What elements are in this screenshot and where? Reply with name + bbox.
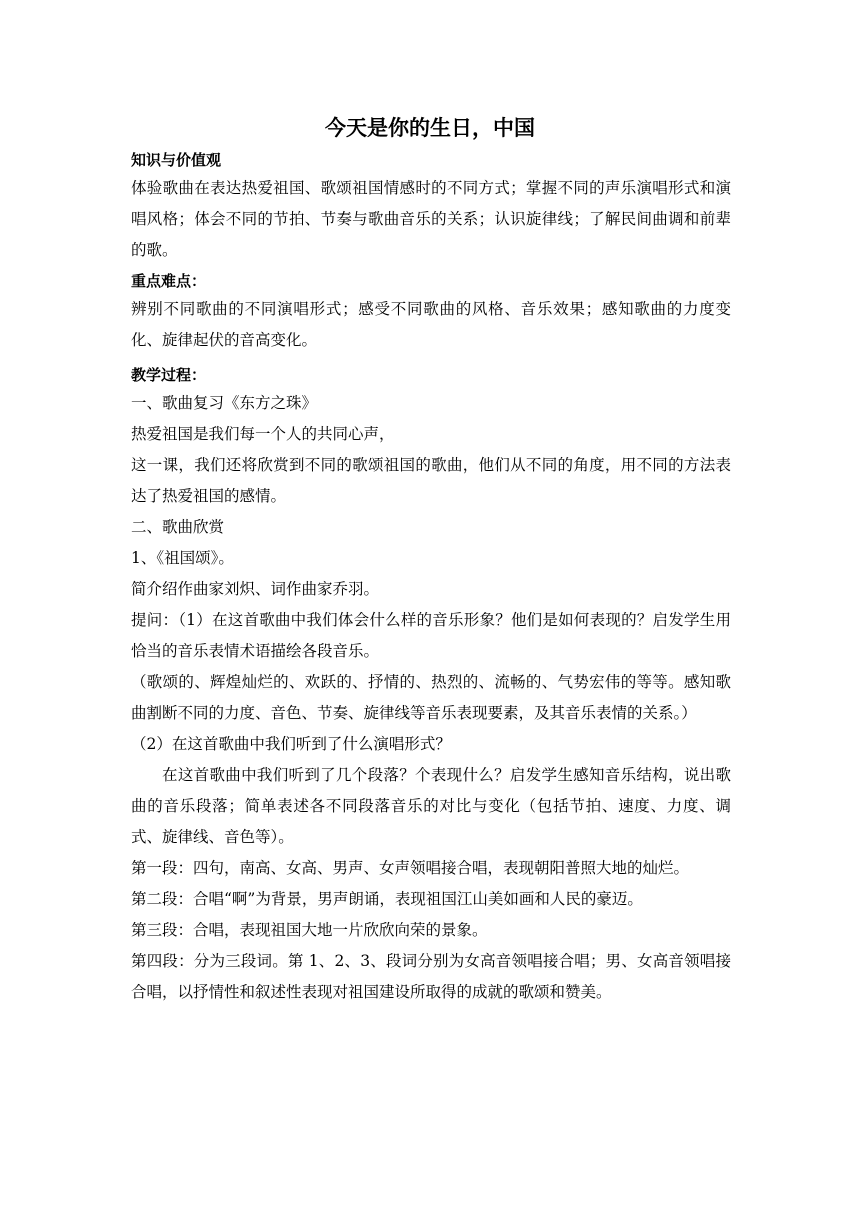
paragraph: 一、歌曲复习《东方之珠》 <box>131 394 318 412</box>
document-body <box>131 147 731 1008</box>
section-heading-key-points: 重点难点： <box>131 272 207 290</box>
paragraph: 1、《祖国颂》。 <box>131 549 234 567</box>
paragraph: （歌颂的、辉煌灿烂的、欢跃的、抒情的、热烈的、流畅的、气势宏伟的等等。感知歌曲割断不同的力度、音色、节奏、旋律线等音乐表现要素，及其音乐表情的关系。） <box>131 673 731 722</box>
paragraph: （2）在这首歌曲中我们听到了什么演唱形式？ <box>131 735 451 753</box>
document-title: 今天是你的生日，中国 <box>325 116 535 140</box>
paragraph: 第二段：合唱“啊”为背景，男声朗诵，表现祖国江山美如画和人民的豪迈。 <box>131 890 643 908</box>
paragraph: 这一课，我们还将欣赏到不同的歌颂祖国的歌曲，他们从不同的角度，用不同的方法表达了热爱祖国的感情。 <box>131 456 731 505</box>
paragraph: 在这首歌曲中我们听到了几个段落？个表现什么？启发学生感知音乐结构，说出歌曲的音乐段落；简单表述各不同段落音乐的对比与变化（包括节拍、速度、力度、调式、旋律线、音色等）。 <box>131 766 731 846</box>
paragraph: 辨别不同歌曲的不同演唱形式；感受不同歌曲的风格、音乐效果；感知歌曲的力度变化、旋律起伏的音高变化。 <box>131 300 731 349</box>
paragraph: 第一段：四句，南高、女高、男声、女声领唱接合唱，表现朝阳普照大地的灿烂。 <box>131 859 690 877</box>
paragraph: 简介绍作曲家刘炽、词作曲家乔羽。 <box>131 580 380 598</box>
section-heading-process: 教学过程： <box>131 366 207 384</box>
paragraph: 提问：（1）在这首歌曲中我们体会什么样的音乐形象？他们是如何表现的？启发学生用恰当的音乐表情术语描绘各段音乐。 <box>131 611 731 660</box>
paragraph: 第四段：分为三段词。第 1、2、3、段词分别为女高音领唱接合唱；男、女高音领唱接合唱，以抒情性和叙述性表现对祖国建设所取得的成就的歌颂和赞美。 <box>131 952 731 1001</box>
paragraph: 热爱祖国是我们每一个人的共同心声， <box>131 425 395 443</box>
paragraph: 二、歌曲欣赏 <box>131 518 225 536</box>
paragraph: 体验歌曲在表达热爱祖国、歌颂祖国情感时的不同方式；掌握不同的声乐演唱形式和演唱风格；体会不同的节拍、节奏与歌曲音乐的关系；认识旋律线；了解民间曲调和前辈的歌。 <box>131 179 731 259</box>
section-heading-knowledge: 知识与价值观 <box>131 151 222 169</box>
paragraph: 第三段：合唱，表现祖国大地一片欣欣向荣的景象。 <box>131 921 488 939</box>
